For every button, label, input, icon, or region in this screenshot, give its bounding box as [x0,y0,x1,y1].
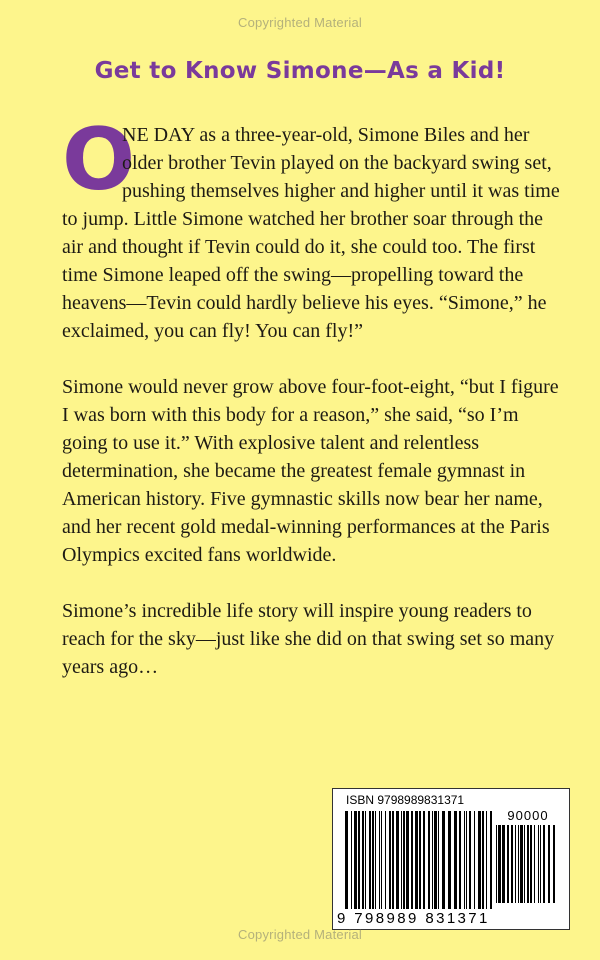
addon-bar [520,825,523,903]
barcode-bar [459,811,461,909]
addon-bar [527,825,529,903]
addon-bar [511,825,513,903]
isbn-label: ISBN 9798989831371 [346,793,465,807]
barcode-bar [434,811,437,909]
barcode-bar [372,811,374,909]
addon-bar [543,825,545,903]
barcode-bar [381,811,382,909]
barcode-bar [403,811,405,909]
addon-bar [548,825,550,903]
barcode-bar [423,811,425,909]
addon-bar [507,825,509,903]
addon-bar [538,825,539,903]
barcode-bar [345,811,348,909]
barcode-bar [428,811,430,909]
barcode-bar [415,811,418,909]
paragraph-3: Simone’s incredible life story will inspire young readers to reach for the sky—just like she did on that swing set so many years ago… [62,600,555,678]
barcode-bar [351,811,352,909]
addon-bar [502,825,505,903]
barcode-bar [469,811,471,909]
copyright-watermark-bottom: Copyrighted Material [238,927,362,942]
barcode-bar [358,811,360,909]
barcode-bar [478,811,481,909]
addon-bar [515,825,516,903]
barcode-bar [464,811,465,909]
addon-bar [496,825,497,903]
barcode-bar [362,811,364,909]
barcode-bar [474,811,475,909]
copyright-watermark-top: Copyrighted Material [238,15,362,30]
barcode-bar [442,811,445,909]
addon-bar [540,825,541,903]
barcode-bar [396,811,399,909]
cover-heading: Get to Know Simone—As a Kid! [94,58,506,84]
barcode-bar [466,811,467,909]
barcode-bar [406,811,409,909]
addon-bar [530,825,532,903]
addon-bar [524,825,525,903]
ean-barcode-bars [345,811,493,909]
barcode-bar [490,811,492,909]
barcode-bar [392,811,394,909]
barcode-bar [419,811,421,909]
ean-digits: 9 798989 831371 [337,910,490,927]
barcode-bar [379,811,380,909]
barcode-bar [354,811,357,909]
barcode-bar [411,811,413,909]
blurb-text [62,110,562,709]
addon-bar [518,825,519,903]
addon-bar [553,825,555,903]
barcode-bar [432,811,433,909]
addon-bar [498,825,501,903]
price-addon-digits: 90000 [507,808,549,823]
barcode-bar [486,811,487,909]
barcode-bar [448,811,451,909]
paragraph-1 [62,110,562,345]
barcode-bar [389,811,391,909]
barcode-bar [401,811,402,909]
barcode-bar [438,811,439,909]
barcode-bar [454,811,457,909]
barcode-bar [385,811,386,909]
barcode-bar [482,811,484,909]
barcode-bar [365,811,366,909]
paragraph-1-text: NE DAY as a three-year-old, Simone Biles and her older brother Tevin played on the backyard swing set, pushing themselves higher and higher until it was time to jump. Little Simone watched her brother soar through the air and thought if Tevin could do it, she could too. The first time Simone leaped off the swing—propelling toward the heavens—Tevin could hardly believe his eyes. “Simone,” he exclaimed, you can fly! You can fly!” [62,124,560,342]
drop-cap: O [62,110,136,210]
barcode-bar [369,811,371,909]
isbn-barcode [332,788,570,930]
paragraph-2: Simone would never grow above four-foot-eight, “but I figure I was born with this body for a reason,” she said, “so I’m going to use it.” With explosive talent and relentless determination, she became the greatest female gymnast in American history. Five gymnastic skills now bear her name, and her recent gold medal-winning performances at the Paris Olympics excited fans worldwide. [62,376,559,566]
price-addon-bars [496,825,558,903]
barcode-bar [375,811,376,909]
addon-bar [534,825,535,903]
